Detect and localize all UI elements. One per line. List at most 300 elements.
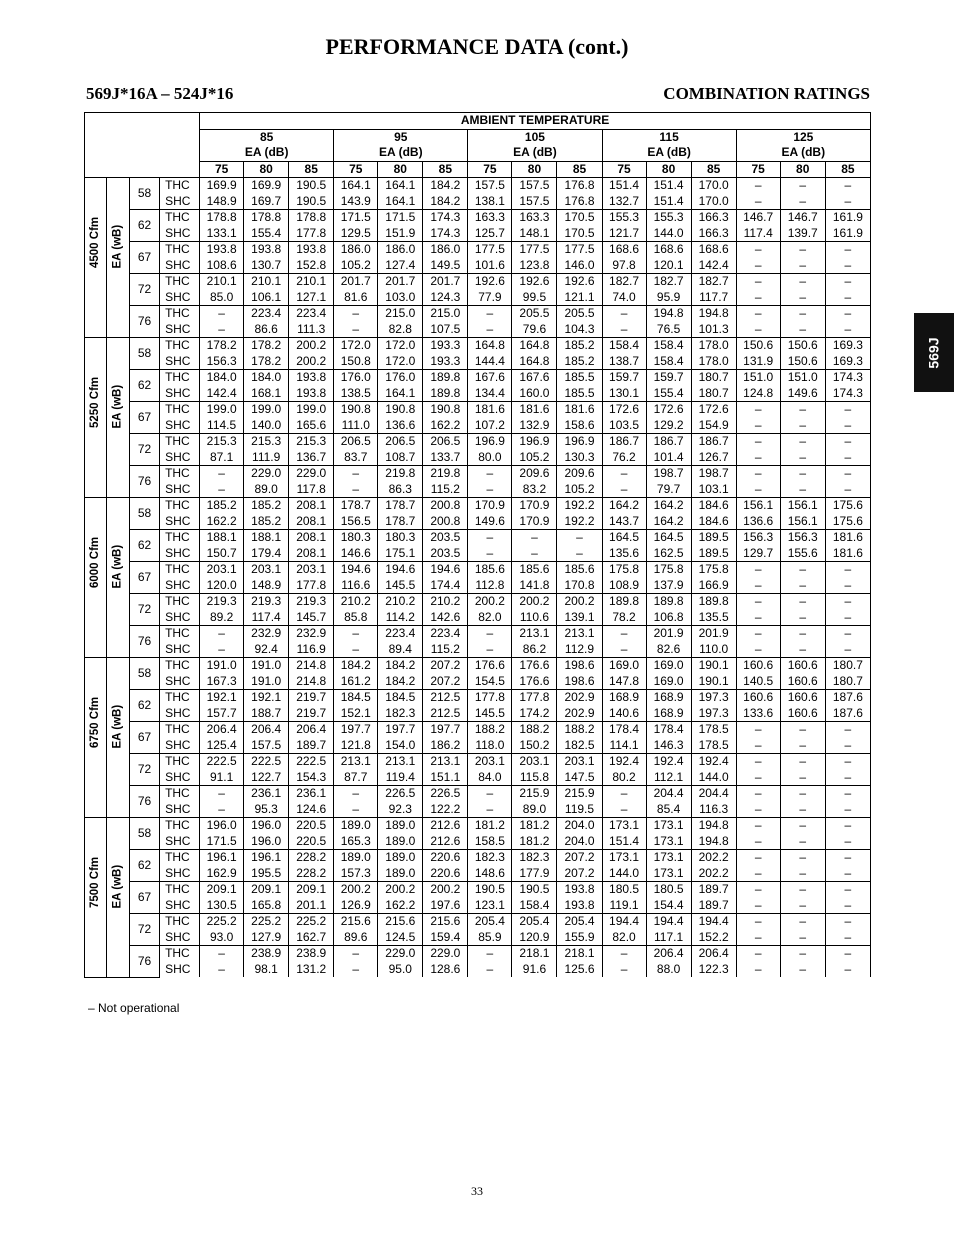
thc-value: 192.4 bbox=[646, 754, 691, 770]
thc-value: 170.0 bbox=[691, 178, 736, 194]
thc-value: – bbox=[825, 786, 870, 802]
shc-value: 198.6 bbox=[557, 674, 602, 690]
db-value-header: 85 bbox=[825, 161, 870, 178]
shc-value: 124.3 bbox=[423, 290, 468, 306]
wet-bulb-value: 58 bbox=[130, 338, 160, 370]
shc-value: 189.8 bbox=[423, 386, 468, 402]
shc-value: 115.2 bbox=[423, 642, 468, 658]
shc-value: 140.6 bbox=[602, 706, 646, 722]
shc-value: 185.5 bbox=[557, 386, 602, 402]
thc-value: 168.6 bbox=[646, 242, 691, 258]
shc-value: – bbox=[780, 450, 825, 466]
thc-value: 213.1 bbox=[557, 626, 602, 642]
thc-value: 201.7 bbox=[378, 274, 423, 290]
shc-value: – bbox=[736, 930, 780, 946]
table-row bbox=[85, 274, 871, 290]
thc-value: 173.1 bbox=[646, 850, 691, 866]
wet-bulb-value: 76 bbox=[130, 786, 160, 818]
shc-value: 101.6 bbox=[468, 258, 512, 274]
thc-value: 178.7 bbox=[378, 498, 423, 514]
thc-value: – bbox=[736, 434, 780, 450]
shc-value: 197.6 bbox=[423, 898, 468, 914]
thc-value: 190.8 bbox=[378, 402, 423, 418]
shc-value: 98.1 bbox=[244, 962, 289, 978]
thc-value: 203.1 bbox=[200, 562, 244, 578]
shc-value: 149.5 bbox=[423, 258, 468, 274]
thc-value: 160.6 bbox=[780, 690, 825, 706]
ambient-temperature-header: AMBIENT TEMPERATURE bbox=[200, 113, 871, 130]
thc-value: 184.2 bbox=[378, 658, 423, 674]
thc-value: – bbox=[602, 306, 646, 322]
thc-label: THC bbox=[160, 434, 200, 450]
shc-value: – bbox=[825, 738, 870, 754]
thc-value: 164.5 bbox=[646, 530, 691, 546]
shc-value: 150.7 bbox=[200, 546, 244, 562]
shc-value: 177.9 bbox=[512, 866, 557, 882]
shc-value: 219.7 bbox=[289, 706, 334, 722]
shc-value: 112.9 bbox=[557, 642, 602, 658]
thc-value: – bbox=[468, 530, 512, 546]
thc-value: 205.5 bbox=[512, 306, 557, 322]
thc-value: 218.1 bbox=[557, 946, 602, 962]
thc-value: 229.0 bbox=[289, 466, 334, 482]
thc-label: THC bbox=[160, 466, 200, 482]
thc-value: – bbox=[200, 786, 244, 802]
shc-value: – bbox=[825, 898, 870, 914]
thc-label: THC bbox=[160, 402, 200, 418]
shc-value: 135.6 bbox=[602, 546, 646, 562]
shc-value: – bbox=[200, 962, 244, 978]
shc-value: 133.7 bbox=[423, 450, 468, 466]
shc-value: 107.5 bbox=[423, 322, 468, 338]
thc-value: 155.3 bbox=[646, 210, 691, 226]
thc-value: 184.5 bbox=[378, 690, 423, 706]
shc-value: – bbox=[736, 194, 780, 210]
db-value-header: 80 bbox=[244, 161, 289, 178]
thc-label: THC bbox=[160, 338, 200, 354]
thc-value: 200.2 bbox=[289, 338, 334, 354]
thc-label: THC bbox=[160, 754, 200, 770]
shc-value: 108.7 bbox=[378, 450, 423, 466]
thc-label: THC bbox=[160, 562, 200, 578]
shc-value: – bbox=[780, 642, 825, 658]
shc-value: 82.6 bbox=[646, 642, 691, 658]
shc-value: 154.5 bbox=[468, 674, 512, 690]
thc-value: 164.1 bbox=[334, 178, 378, 194]
shc-value: – bbox=[736, 322, 780, 338]
shc-value: 180.7 bbox=[691, 386, 736, 402]
table-row bbox=[85, 434, 871, 450]
shc-value: 131.2 bbox=[289, 962, 334, 978]
shc-value: 169.0 bbox=[646, 674, 691, 690]
thc-value: 196.0 bbox=[200, 818, 244, 834]
wet-bulb-value: 72 bbox=[130, 594, 160, 626]
thc-value: – bbox=[334, 466, 378, 482]
ea-wb-label bbox=[107, 178, 130, 338]
thc-value: – bbox=[468, 466, 512, 482]
thc-value: 203.1 bbox=[468, 754, 512, 770]
db-value-header: 75 bbox=[468, 161, 512, 178]
thc-value: 182.3 bbox=[512, 850, 557, 866]
thc-label: THC bbox=[160, 690, 200, 706]
thc-value: 205.4 bbox=[557, 914, 602, 930]
table-row bbox=[85, 178, 871, 194]
shc-value: 79.6 bbox=[512, 322, 557, 338]
ea-db-label: EA (dB) bbox=[334, 145, 468, 161]
thc-value: 194.6 bbox=[334, 562, 378, 578]
table-row bbox=[85, 242, 871, 258]
airflow-label bbox=[85, 498, 107, 658]
thc-value: 192.6 bbox=[557, 274, 602, 290]
thc-value: – bbox=[825, 466, 870, 482]
shc-value: 119.4 bbox=[378, 770, 423, 786]
thc-value: 188.2 bbox=[468, 722, 512, 738]
shc-label: SHC bbox=[160, 898, 200, 914]
table-row bbox=[85, 834, 871, 850]
thc-value: 229.0 bbox=[423, 946, 468, 962]
shc-value: 184.6 bbox=[691, 514, 736, 530]
shc-value: – bbox=[736, 258, 780, 274]
thc-value: 238.9 bbox=[289, 946, 334, 962]
thc-value: 219.3 bbox=[289, 594, 334, 610]
shc-value: 117.7 bbox=[691, 290, 736, 306]
shc-value: 117.1 bbox=[646, 930, 691, 946]
shc-value: 139.7 bbox=[780, 226, 825, 242]
table-row bbox=[85, 594, 871, 610]
thc-label: THC bbox=[160, 530, 200, 546]
shc-value: 88.0 bbox=[646, 962, 691, 978]
shc-value: 185.2 bbox=[244, 514, 289, 530]
thc-value: 189.0 bbox=[378, 818, 423, 834]
db-value-header: 80 bbox=[512, 161, 557, 178]
thc-value: 178.7 bbox=[334, 498, 378, 514]
thc-value: – bbox=[200, 466, 244, 482]
table-row bbox=[85, 946, 871, 962]
db-value-header: 75 bbox=[736, 161, 780, 178]
shc-value: 134.4 bbox=[468, 386, 512, 402]
shc-value: 208.1 bbox=[289, 514, 334, 530]
shc-value: – bbox=[736, 738, 780, 754]
shc-value: 132.9 bbox=[512, 418, 557, 434]
thc-value: 202.9 bbox=[557, 690, 602, 706]
shc-value: 87.7 bbox=[334, 770, 378, 786]
thc-value: 177.5 bbox=[468, 242, 512, 258]
thc-value: – bbox=[825, 754, 870, 770]
thc-value: 215.6 bbox=[423, 914, 468, 930]
thc-value: 213.1 bbox=[423, 754, 468, 770]
airflow-label bbox=[85, 658, 107, 818]
thc-value: 164.8 bbox=[468, 338, 512, 354]
thc-value: 194.8 bbox=[691, 818, 736, 834]
shc-label: SHC bbox=[160, 962, 200, 978]
shc-value: 193.8 bbox=[557, 898, 602, 914]
wet-bulb-value: 72 bbox=[130, 914, 160, 946]
thc-value: – bbox=[200, 946, 244, 962]
shc-value: 85.8 bbox=[334, 610, 378, 626]
shc-value: 162.5 bbox=[646, 546, 691, 562]
thc-value: 184.5 bbox=[334, 690, 378, 706]
shc-value: 99.5 bbox=[512, 290, 557, 306]
thc-value: 166.3 bbox=[691, 210, 736, 226]
shc-value: 164.1 bbox=[378, 386, 423, 402]
shc-value: 207.2 bbox=[557, 866, 602, 882]
thc-label: THC bbox=[160, 850, 200, 866]
shc-value: 202.2 bbox=[691, 866, 736, 882]
shc-value: 157.7 bbox=[200, 706, 244, 722]
thc-label: THC bbox=[160, 498, 200, 514]
thc-value: 168.6 bbox=[602, 242, 646, 258]
shc-value: 186.2 bbox=[423, 738, 468, 754]
shc-value: 112.1 bbox=[646, 770, 691, 786]
thc-value: 190.8 bbox=[334, 402, 378, 418]
thc-value: 220.6 bbox=[423, 850, 468, 866]
thc-value: 236.1 bbox=[244, 786, 289, 802]
shc-value: – bbox=[825, 642, 870, 658]
shc-value: 104.3 bbox=[557, 322, 602, 338]
thc-value: 172.6 bbox=[691, 402, 736, 418]
shc-value: – bbox=[736, 802, 780, 818]
shc-value: – bbox=[736, 642, 780, 658]
thc-value: 189.0 bbox=[378, 850, 423, 866]
shc-value: 156.3 bbox=[200, 354, 244, 370]
db-value-header: 75 bbox=[334, 161, 378, 178]
shc-value: – bbox=[736, 290, 780, 306]
table-row bbox=[85, 674, 871, 690]
thc-value: 191.0 bbox=[244, 658, 289, 674]
shc-value: 166.9 bbox=[691, 578, 736, 594]
table-row bbox=[85, 850, 871, 866]
shc-value: 208.1 bbox=[289, 546, 334, 562]
shc-value: 117.4 bbox=[244, 610, 289, 626]
shc-value: – bbox=[334, 482, 378, 498]
thc-value: 172.0 bbox=[334, 338, 378, 354]
thc-value: 215.3 bbox=[289, 434, 334, 450]
shc-value: – bbox=[736, 578, 780, 594]
thc-value: 197.3 bbox=[691, 690, 736, 706]
shc-label: SHC bbox=[160, 930, 200, 946]
shc-value: 107.2 bbox=[468, 418, 512, 434]
shc-value: 189.7 bbox=[691, 898, 736, 914]
shc-value: 138.1 bbox=[468, 194, 512, 210]
shc-value: 154.4 bbox=[646, 898, 691, 914]
shc-value: 91.1 bbox=[200, 770, 244, 786]
thc-value: 159.7 bbox=[602, 370, 646, 386]
thc-value: 207.2 bbox=[557, 850, 602, 866]
shc-value: – bbox=[780, 738, 825, 754]
thc-value: 161.9 bbox=[825, 210, 870, 226]
shc-value: 91.6 bbox=[512, 962, 557, 978]
shc-value: 145.7 bbox=[289, 610, 334, 626]
shc-value: 207.2 bbox=[423, 674, 468, 690]
thc-value: 205.4 bbox=[512, 914, 557, 930]
shc-value: – bbox=[557, 546, 602, 562]
thc-label: THC bbox=[160, 210, 200, 226]
shc-value: 160.6 bbox=[780, 706, 825, 722]
thc-value: 180.7 bbox=[825, 658, 870, 674]
thc-value: 168.6 bbox=[691, 242, 736, 258]
thc-value: 193.8 bbox=[289, 242, 334, 258]
shc-value: 135.5 bbox=[691, 610, 736, 626]
shc-value: – bbox=[780, 930, 825, 946]
wet-bulb-value: 72 bbox=[130, 274, 160, 306]
thc-value: 215.9 bbox=[557, 786, 602, 802]
shc-value: 74.0 bbox=[602, 290, 646, 306]
shc-value: 115.8 bbox=[512, 770, 557, 786]
thc-value: 177.5 bbox=[512, 242, 557, 258]
wet-bulb-value: 67 bbox=[130, 402, 160, 434]
shc-value: 200.2 bbox=[289, 354, 334, 370]
thc-value: 202.2 bbox=[691, 850, 736, 866]
wet-bulb-value: 62 bbox=[130, 530, 160, 562]
shc-value: 131.9 bbox=[736, 354, 780, 370]
thc-value: 186.7 bbox=[602, 434, 646, 450]
shc-value: 79.7 bbox=[646, 482, 691, 498]
thc-value: 150.6 bbox=[736, 338, 780, 354]
shc-value: 106.8 bbox=[646, 610, 691, 626]
shc-value: 172.0 bbox=[378, 354, 423, 370]
thc-value: 219.8 bbox=[423, 466, 468, 482]
shc-value: 184.2 bbox=[378, 674, 423, 690]
thc-value: 209.6 bbox=[512, 466, 557, 482]
corner-cell bbox=[85, 113, 200, 178]
shc-value: 143.9 bbox=[334, 194, 378, 210]
thc-value: 160.6 bbox=[736, 690, 780, 706]
thc-value: 184.0 bbox=[200, 370, 244, 386]
thc-value: 178.8 bbox=[244, 210, 289, 226]
thc-value: – bbox=[825, 242, 870, 258]
shc-value: 189.5 bbox=[691, 546, 736, 562]
shc-value: – bbox=[468, 322, 512, 338]
table-row bbox=[85, 642, 871, 658]
shc-value: 196.0 bbox=[244, 834, 289, 850]
shc-value: 127.9 bbox=[244, 930, 289, 946]
shc-value: – bbox=[468, 642, 512, 658]
thc-label: THC bbox=[160, 306, 200, 322]
shc-value: 129.2 bbox=[646, 418, 691, 434]
shc-value: – bbox=[468, 482, 512, 498]
shc-value: – bbox=[602, 642, 646, 658]
thc-value: 206.4 bbox=[244, 722, 289, 738]
thc-value: – bbox=[736, 306, 780, 322]
thc-value: 200.2 bbox=[468, 594, 512, 610]
thc-value: 212.5 bbox=[423, 690, 468, 706]
shc-value: 148.6 bbox=[468, 866, 512, 882]
shc-value: 158.4 bbox=[646, 354, 691, 370]
thc-value: 223.4 bbox=[423, 626, 468, 642]
shc-value: – bbox=[780, 418, 825, 434]
shc-value: 220.6 bbox=[423, 866, 468, 882]
shc-value: 155.4 bbox=[646, 386, 691, 402]
shc-value: 110.6 bbox=[512, 610, 557, 626]
shc-value: 144.4 bbox=[468, 354, 512, 370]
thc-value: 194.4 bbox=[646, 914, 691, 930]
thc-value: 213.1 bbox=[334, 754, 378, 770]
shc-value: – bbox=[780, 258, 825, 274]
shc-value: 155.9 bbox=[557, 930, 602, 946]
thc-value: 178.5 bbox=[691, 722, 736, 738]
table-row bbox=[85, 658, 871, 674]
shc-value: 158.5 bbox=[468, 834, 512, 850]
wet-bulb-value: 76 bbox=[130, 466, 160, 498]
shc-value: 116.9 bbox=[289, 642, 334, 658]
shc-value: 125.7 bbox=[468, 226, 512, 242]
thc-value: 180.3 bbox=[334, 530, 378, 546]
thc-value: – bbox=[825, 818, 870, 834]
thc-value: 193.8 bbox=[289, 370, 334, 386]
shc-value: 212.5 bbox=[423, 706, 468, 722]
table-row bbox=[85, 194, 871, 210]
shc-value: 220.5 bbox=[289, 834, 334, 850]
thc-value: 225.2 bbox=[289, 914, 334, 930]
shc-value: 190.5 bbox=[289, 194, 334, 210]
thc-value: – bbox=[736, 178, 780, 194]
shc-value: – bbox=[602, 962, 646, 978]
table-row bbox=[85, 322, 871, 338]
shc-value: 155.4 bbox=[244, 226, 289, 242]
thc-value: 205.4 bbox=[468, 914, 512, 930]
ambient-115-header: 115 bbox=[602, 129, 736, 145]
table-row bbox=[85, 354, 871, 370]
shc-value: 192.2 bbox=[557, 514, 602, 530]
thc-value: 205.5 bbox=[557, 306, 602, 322]
thc-value: 223.4 bbox=[244, 306, 289, 322]
shc-value: 144.0 bbox=[691, 770, 736, 786]
shc-value: 103.5 bbox=[602, 418, 646, 434]
thc-label: THC bbox=[160, 818, 200, 834]
ea-wb-label-text: EA (wB) bbox=[111, 384, 124, 429]
shc-label: SHC bbox=[160, 450, 200, 466]
thc-value: 200.2 bbox=[378, 882, 423, 898]
table-row bbox=[85, 530, 871, 546]
thc-value: 215.6 bbox=[334, 914, 378, 930]
thc-value: 186.7 bbox=[691, 434, 736, 450]
shc-value: – bbox=[736, 770, 780, 786]
shc-value: – bbox=[825, 482, 870, 498]
table-row bbox=[85, 562, 871, 578]
thc-value: 206.5 bbox=[334, 434, 378, 450]
thc-label: THC bbox=[160, 370, 200, 386]
thc-value: 156.1 bbox=[736, 498, 780, 514]
thc-value: – bbox=[736, 722, 780, 738]
thc-value: 177.5 bbox=[557, 242, 602, 258]
shc-value: 173.1 bbox=[646, 834, 691, 850]
shc-value: 167.3 bbox=[200, 674, 244, 690]
shc-value: 85.0 bbox=[200, 290, 244, 306]
thc-value: 170.9 bbox=[468, 498, 512, 514]
thc-value: 178.0 bbox=[691, 338, 736, 354]
shc-value: 178.2 bbox=[244, 354, 289, 370]
thc-value: – bbox=[825, 306, 870, 322]
thc-value: 192.4 bbox=[691, 754, 736, 770]
shc-value: 169.7 bbox=[244, 194, 289, 210]
shc-value: – bbox=[825, 290, 870, 306]
thc-value: 180.3 bbox=[378, 530, 423, 546]
thc-value: 199.0 bbox=[244, 402, 289, 418]
shc-value: 193.8 bbox=[289, 386, 334, 402]
thc-value: 156.3 bbox=[736, 530, 780, 546]
shc-value: – bbox=[825, 194, 870, 210]
shc-value: – bbox=[736, 610, 780, 626]
wet-bulb-value: 62 bbox=[130, 850, 160, 882]
thc-value: 185.6 bbox=[468, 562, 512, 578]
thc-value: – bbox=[780, 882, 825, 898]
thc-value: 181.2 bbox=[512, 818, 557, 834]
shc-value: – bbox=[602, 322, 646, 338]
shc-value: 82.0 bbox=[468, 610, 512, 626]
shc-value: 144.0 bbox=[646, 226, 691, 242]
thc-value: 192.1 bbox=[244, 690, 289, 706]
thc-value: 198.6 bbox=[557, 658, 602, 674]
